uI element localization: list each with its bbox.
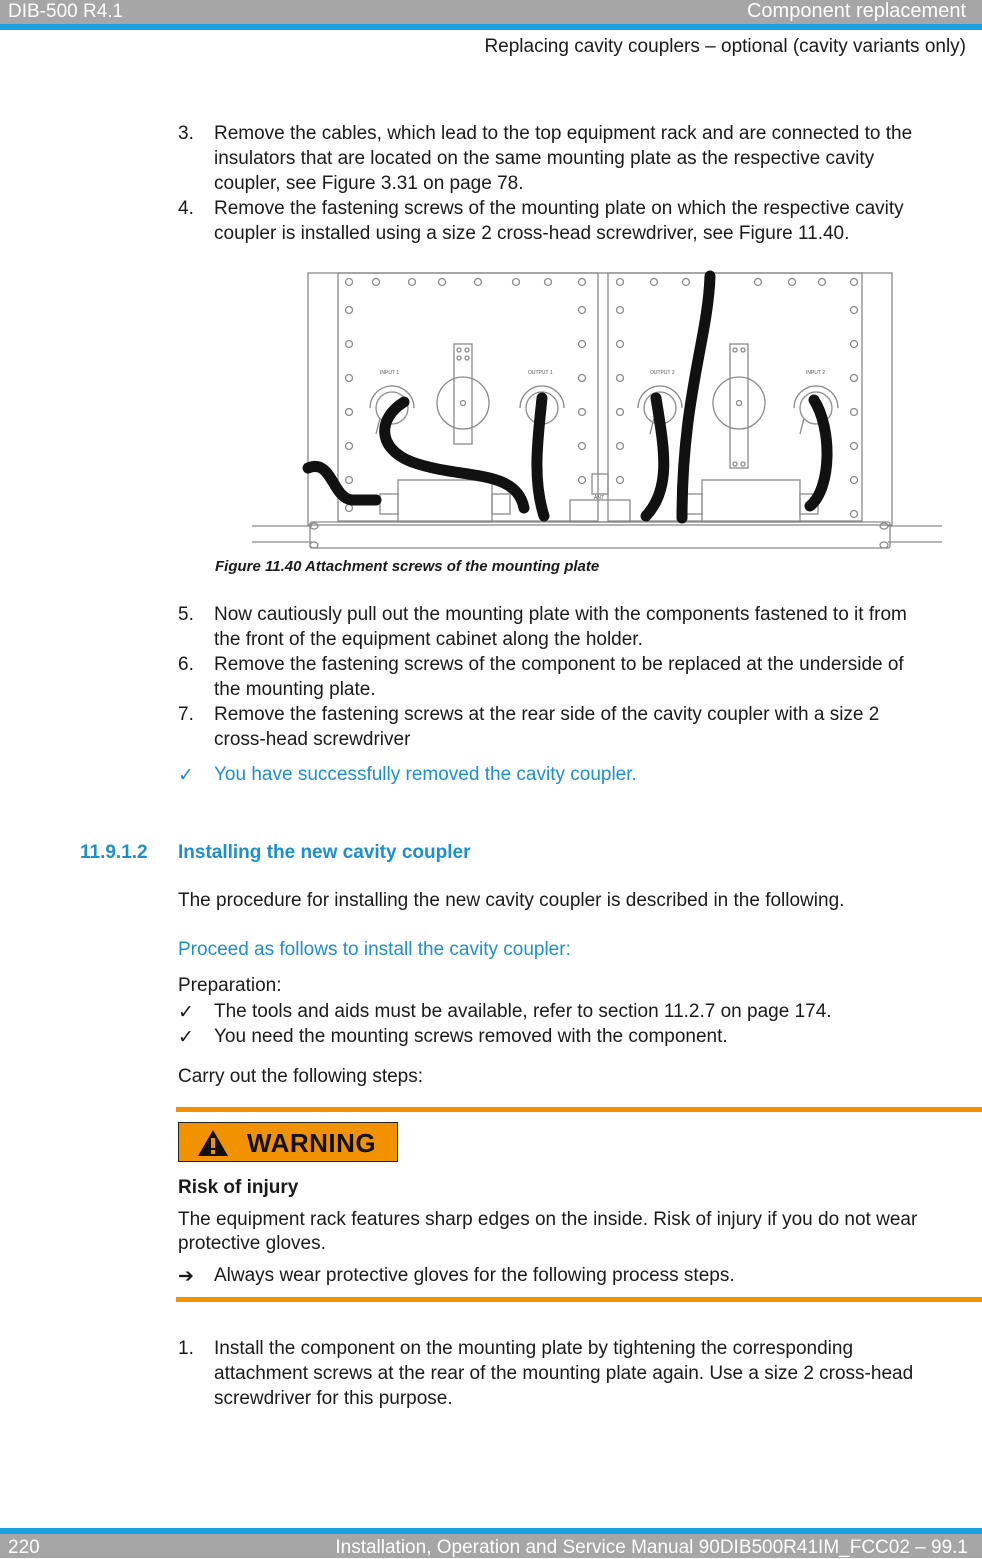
warning-line: protective gloves.	[178, 1233, 326, 1254]
proceed-text: Proceed as follows to install the cavity coupler:	[178, 939, 571, 960]
label-ant: ANT	[594, 495, 604, 501]
section-title: Installing the new cavity coupler	[178, 842, 471, 863]
list-item: 1. Install the component on the mounting plate by tightening the corresponding attachment screws at the rear of the mounting plate again. Use a size 2 cross-head screwdriver for this purpose.	[178, 1338, 914, 1409]
page-number: 220	[8, 1537, 40, 1558]
header-section-title: Replacing cavity couplers – optional (cavity variants only)	[484, 36, 966, 57]
check-icon: ✓	[178, 765, 194, 786]
list-item: 3. Remove the cables, which lead to the top equipment rack and are connected to the insulators that are located on the same mounting plate as the respective cavity coupler, see Figure 3.31 on page 78.	[178, 123, 913, 194]
figure-caption: Figure 11.40 Attachment screws of the mounting plate	[215, 558, 600, 575]
warning-triangle-icon	[197, 1129, 229, 1157]
label-output-2: OUTPUT 2	[650, 370, 675, 376]
mounting-plate-figure	[252, 268, 942, 552]
mounting-plate-drawing	[252, 268, 942, 552]
warning-top-rule	[176, 1107, 982, 1112]
carry-out-text: Carry out the following steps:	[178, 1066, 424, 1087]
list-item: 4. Remove the fastening screws of the mounting plate on which the respective cavity coupler is installed using a size 2 cross-head screwdriver, see Figure 11.40.	[178, 198, 904, 244]
list-item: 5. Now cautiously pull out the mounting plate with the components fastened to it from the front of the equipment cabinet along the holder.	[178, 604, 907, 650]
preparation-item: ✓ The tools and aids must be available, refer to section 11.2.7 on page 174.	[178, 1001, 832, 1023]
intro-text: The procedure for installing the new cavity coupler is described in the following.	[178, 890, 845, 911]
list-item: 6. Remove the fastening screws of the component to be replaced at the underside of the mounting plate.	[178, 654, 904, 700]
check-icon: ✓	[178, 1027, 194, 1048]
footer-manual-id: Installation, Operation and Service Manual 90DIB500R41IM_FCC02 – 99.1	[335, 1537, 968, 1558]
warning-bottom-rule	[176, 1297, 982, 1302]
warning-line: The equipment rack features sharp edges on the inside. Risk of injury if you do not wear	[178, 1209, 918, 1230]
warning-title: Risk of injury	[178, 1177, 299, 1198]
header-chapter: Component replacement	[746, 0, 966, 22]
list-item: 7. Remove the fastening screws at the rear side of the cavity coupler with a size 2 cross-head screwdriver	[178, 704, 880, 750]
preparation-item: ✓ You need the mounting screws removed with the component.	[178, 1026, 728, 1048]
header-doc-id: DIB-500 R4.1	[8, 1, 124, 22]
steps-list-top	[178, 121, 978, 246]
steps-list-mid	[178, 602, 978, 752]
warning-badge	[178, 1122, 398, 1162]
warning-word: WARNING	[247, 1128, 377, 1158]
label-output-1: OUTPUT 1	[528, 370, 553, 376]
label-input-1: INPUT 1	[380, 370, 400, 376]
warning-action: ➔ Always wear protective gloves for the following process steps.	[178, 1265, 735, 1287]
header-accent-line	[0, 24, 982, 30]
check-icon: ✓	[178, 1002, 194, 1023]
steps-list-bottom	[178, 1336, 978, 1411]
preparation-label: Preparation:	[178, 975, 282, 996]
label-input-2: INPUT 2	[806, 370, 826, 376]
arrow-right-icon: ➔	[178, 1266, 194, 1287]
section-number: 11.9.1.2	[80, 842, 148, 863]
result-text: You have successfully removed the cavity coupler.	[214, 764, 637, 785]
